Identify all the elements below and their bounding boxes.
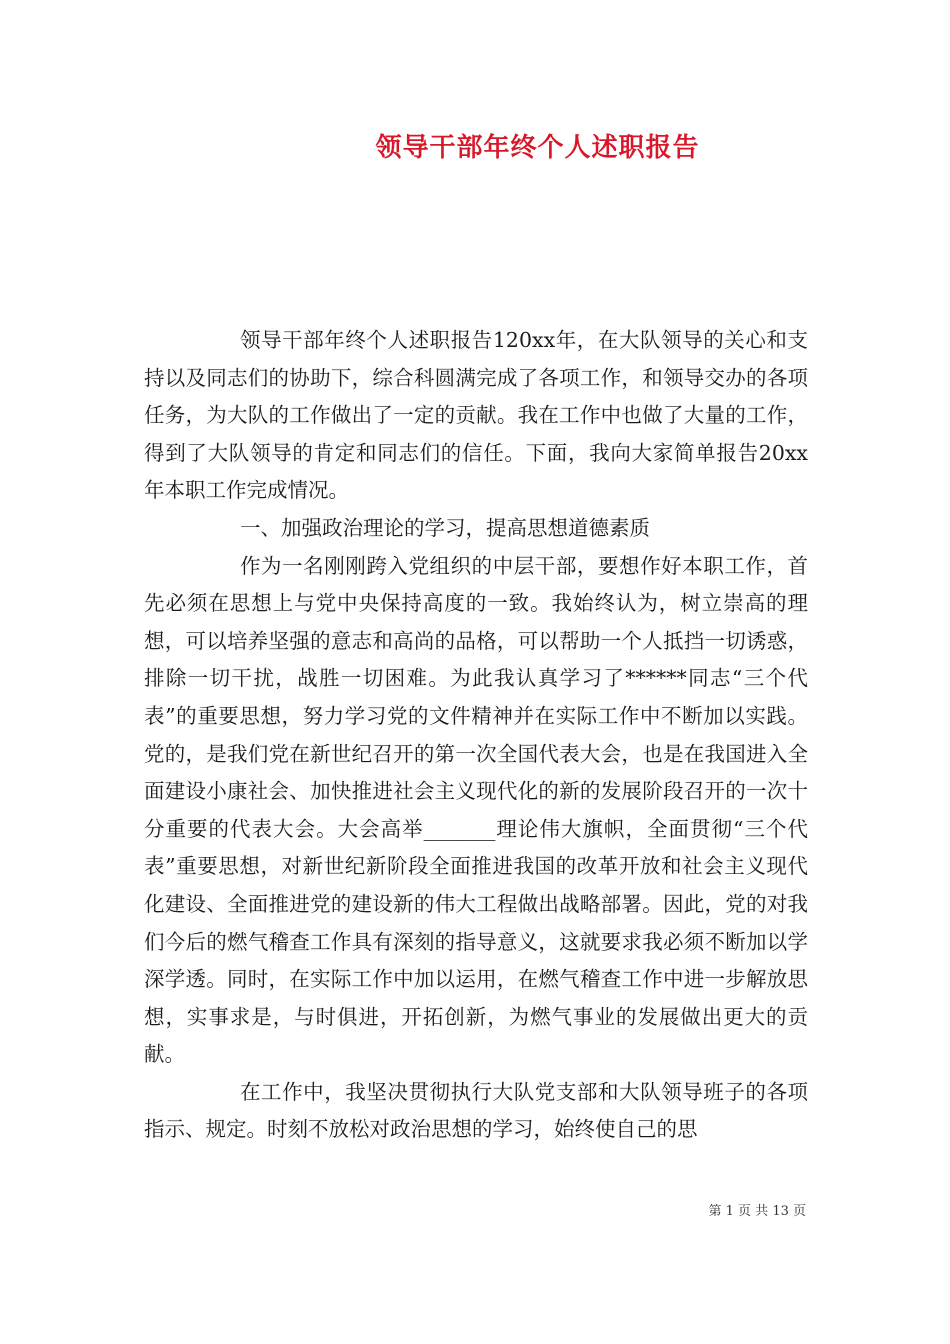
paragraph-intro: 领导干部年终个人述职报告120xx年，在大队领导的关心和支持以及同志们的协助下，综合科圆满完成了各项工作，和领导交办的各项任务，为大队的工作做出了一定的贡献。我在工作中也做了大量的工作，得到了大队领导的肯定和同志们的信任。下面，我向大家简单报告20xx年本职工作完成情况。 [144, 328, 808, 503]
paragraph-work: 在工作中，我坚决贯彻执行大队党支部和大队领导班子的各项指示、规定。时刻不放松对政治思想的学习，始终使自己的思 [144, 1079, 808, 1142]
document-title: 领导干部年终个人述职报告 [375, 133, 700, 163]
paragraph-theory-study: 作为一名刚刚跨入党组织的中层干部，要想作好本职工作，首先必须在思想上与党中央保持高度的一致。我始终认为，树立崇高的理想，可以培养坚强的意志和高尚的品格，可以帮助一个人抵挡一切诱惑，排除一切干扰，战胜一切困难。为此我认真学习了******同志“三个代表”的重要思想，努力学习党的文件精神并在实际工作中不断加以实践。党的，是我们党在新世纪召开的第一次全国代表大会，也是在我国进入全面建设小康社会、加快推进社会主义现代化的新的发展阶段召开的一次十分重要的代表大会。大会高举_______理论伟大旗帜，全面贯彻“三个代表”重要思想，对新世纪新阶段全面推进我国的改革开放和社会主义现代化建设、全面推进党的建设新的伟大工程做出战略部署。因此，党的对我们今后的燃气稽查工作具有深刻的指导意义，这就要求我必须不断加以学深学透。同时，在实际工作中加以运用，在燃气稽查工作中进一步解放思想，实事求是，与时俱进，开拓创新，为燃气事业的发展做出更大的贡献。 [144, 553, 808, 1067]
section-heading: 一、加强政治理论的学习，提高思想道德素质 [240, 515, 650, 540]
document-body [144, 322, 808, 1149]
page-number: 第 1 页 共 13 页 [708, 1204, 806, 1219]
